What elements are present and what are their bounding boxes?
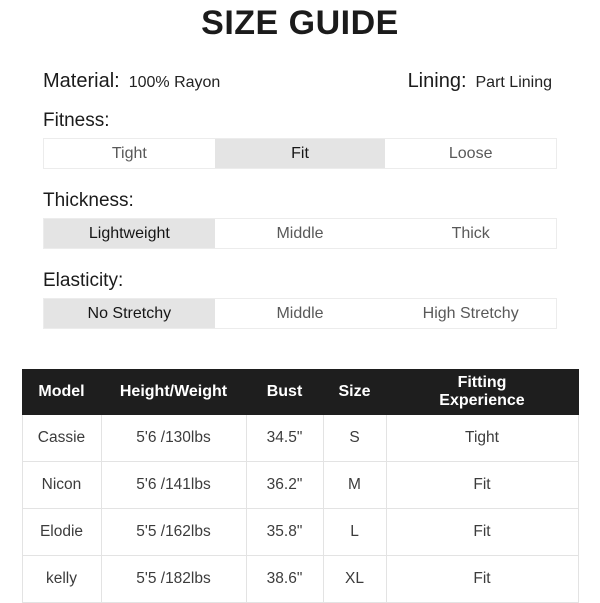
cell-height-weight: 5'5 /182lbs: [101, 556, 246, 603]
fitness-option-fit-selected: Fit: [215, 139, 386, 168]
cell-height-weight: 5'6 /141lbs: [101, 462, 246, 509]
thickness-option-lightweight-selected: Lightweight: [44, 219, 215, 248]
table-row: [22, 556, 578, 603]
cell-model: Elodie: [22, 509, 101, 556]
cell-fitting-experience: Fit: [386, 462, 578, 509]
fitness-option-tight: Tight: [111, 144, 147, 162]
elasticity-option-high-stretchy: High Stretchy: [422, 304, 519, 322]
header-size: Size: [323, 370, 386, 415]
cell-bust: 35.8": [246, 509, 323, 556]
table-row: [22, 509, 578, 556]
header-bust: Bust: [246, 370, 323, 415]
cell-size: L: [323, 509, 386, 556]
cell-model: kelly: [22, 556, 101, 603]
cell-bust: 34.5": [246, 415, 323, 462]
thickness-option-middle: Middle: [276, 224, 324, 242]
lining-value: Part Lining: [475, 74, 552, 91]
cell-fitting-experience: Tight: [386, 415, 578, 462]
fitness-section: [43, 110, 557, 169]
cell-model: Cassie: [22, 415, 101, 462]
material-lining-row: [43, 70, 552, 93]
cell-height-weight: 5'5 /162lbs: [101, 509, 246, 556]
header-model: Model: [22, 370, 101, 415]
page-title: SIZE GUIDE: [201, 4, 399, 42]
table-row: [22, 462, 578, 509]
table-header-row: [22, 370, 578, 415]
material-value: 100% Rayon: [128, 74, 221, 91]
cell-size: S: [323, 415, 386, 462]
lining-info: [408, 70, 552, 93]
thickness-options: [43, 218, 557, 249]
size-table: [22, 369, 579, 603]
cell-size: XL: [323, 556, 386, 603]
header-fitting-experience: Fitting Experience: [386, 370, 578, 415]
cell-model: Nicon: [22, 462, 101, 509]
cell-bust: 36.2": [246, 462, 323, 509]
elasticity-section: [43, 270, 557, 329]
lining-label: Lining:: [407, 70, 467, 92]
table-row: [22, 415, 578, 462]
thickness-option-thick: Thick: [451, 224, 490, 242]
elasticity-option-no-stretchy-selected: No Stretchy: [44, 299, 215, 328]
cell-bust: 38.6": [246, 556, 323, 603]
material-info: [43, 70, 220, 93]
cell-fitting-experience: Fit: [386, 509, 578, 556]
elasticity-options: [43, 298, 557, 329]
elasticity-label: Elasticity:: [43, 270, 124, 291]
cell-size: M: [323, 462, 386, 509]
cell-height-weight: 5'6 /130lbs: [101, 415, 246, 462]
material-label: Material:: [43, 70, 120, 92]
cell-fitting-experience: Fit: [386, 556, 578, 603]
fitness-label: Fitness:: [43, 110, 110, 131]
header-height-weight: Height/Weight: [101, 370, 246, 415]
elasticity-option-middle: Middle: [276, 304, 324, 322]
thickness-section: [43, 190, 557, 249]
fitness-options: [43, 138, 557, 169]
thickness-label: Thickness:: [43, 190, 134, 211]
fitness-option-loose: Loose: [448, 144, 493, 162]
